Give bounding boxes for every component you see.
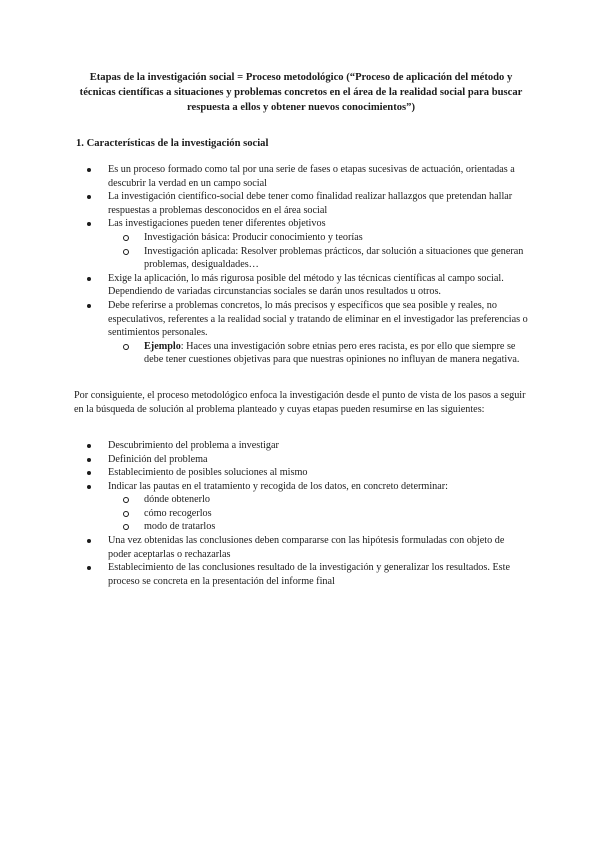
sublist-item <box>108 507 528 521</box>
steps-list <box>74 439 528 589</box>
sublist-item-text: cómo recogerlos <box>144 507 212 519</box>
list-item-text: Debe referirse a problemas concretos, lo más precisos y específicos que sea posible y reales, no especulativos, referentes a la realidad social y tratando de eliminar en el investigador las preferencias o sentimientos personales. <box>108 299 528 339</box>
list-item <box>74 299 528 367</box>
list-item-text: Exige la aplicación, lo más rigurosa posible del método y las técnicas científicas al campo social. Dependiendo de variadas circunstancias sociales se darán unos resultados u otros. <box>108 272 504 298</box>
characteristics-list <box>74 163 528 367</box>
list-item <box>74 453 528 467</box>
list-item <box>74 439 528 453</box>
list-item-text: Es un proceso formado como tal por una serie de fases o etapas sucesivas de actuación, orientadas a descubrir la verdad en un campo social <box>108 164 515 189</box>
list-item <box>74 190 528 217</box>
list-item-text: Establecimiento de posibles soluciones al mismo <box>108 467 308 479</box>
list-item-text: Una vez obtenidas las conclusiones deben compararse con las hipótesis formuladas con objeto de poder aceptarlas o rechazarlas <box>108 535 505 560</box>
sublist-item-text: Investigación aplicada: Resolver problemas prácticos, dar solución a situaciones que generan problemas, desigualdades… <box>144 245 524 271</box>
sublist-item-text: Investigación básica: Producir conocimiento y teorías <box>144 231 363 243</box>
sublist-item <box>108 340 528 367</box>
section-heading: 1. Características de la investigación social <box>76 138 269 149</box>
sublist-item <box>108 520 528 534</box>
sublist-item <box>108 231 528 245</box>
list-item <box>74 272 528 299</box>
list-item-text: La investigación científico-social debe tener como finalidad realizar hallazgos que pretendan hallar respuestas a problemas desconocidos en el área social <box>108 191 513 216</box>
example-sublist <box>108 340 528 367</box>
sublist-item <box>108 245 528 272</box>
document-title: Etapas de la investigación social = Proceso metodológico (“Proceso de aplicación del método y técnicas científicas a situaciones y problemas concretos en el área de la realidad social para buscar respuesta a ellos y obtener nuevos conocimientos”) <box>79 72 523 113</box>
list-item <box>74 163 528 190</box>
list-item-text: Indicar las pautas en el tratamiento y recogida de los datos, en concreto determinar: <box>108 480 449 492</box>
sublist-item-text: dónde obtenerlo <box>144 494 210 506</box>
sublist-item-text: modo de tratarlos <box>144 521 216 533</box>
summary-paragraph: Por consiguiente, el proceso metodológico enfoca la investigación desde el punto de vista de los pasos a seguir en la búsqueda de solución al problema planteado y cuyas etapas pueden resumirse en las siguientes: <box>74 389 526 415</box>
list-item <box>74 217 528 271</box>
list-item <box>74 534 528 561</box>
list-item-text: Descubrimiento del problema a investigar <box>108 439 279 451</box>
list-item <box>74 561 528 588</box>
objectives-sublist <box>108 231 528 272</box>
example-label: Ejemplo <box>144 340 181 352</box>
data-handling-sublist <box>108 493 528 534</box>
example-text: : Haces una investigación sobre etnias pero eres racista, es por ello que siempre se debe tener cuestiones objetivas para que nuestras opiniones no influyan de manera negativa. <box>144 340 520 366</box>
sublist-item <box>108 493 528 507</box>
list-item-text: Las investigaciones pueden tener diferentes objetivos <box>108 218 326 230</box>
list-item-text: Establecimiento de las conclusiones resultado de la investigación y generalizar los resultados. Este proceso se concreta en la presentación del informe final <box>108 562 510 587</box>
list-item <box>74 466 528 480</box>
list-item-text: Definición del problema <box>108 453 208 465</box>
list-item <box>74 480 528 534</box>
